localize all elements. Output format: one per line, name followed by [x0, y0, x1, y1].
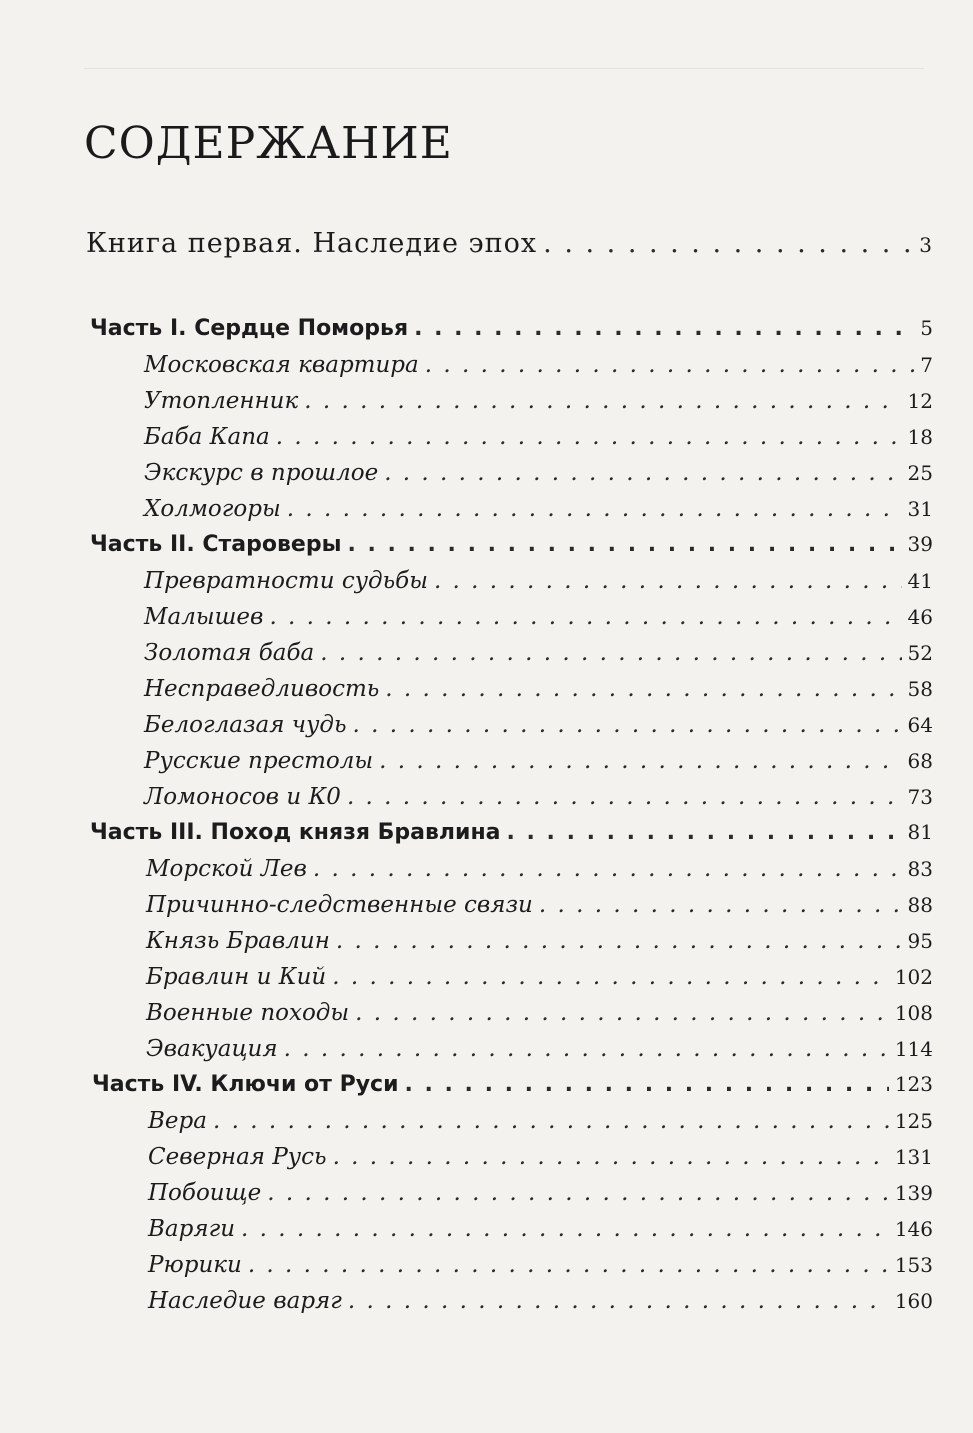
toc-chapter-entry — [148, 1144, 933, 1180]
toc-chapter-entry — [144, 640, 933, 676]
toc-chapter-entry-title: Эвакуация — [146, 1036, 278, 1062]
toc-chapter-entry-page: 52 — [907, 641, 933, 665]
toc-chapter-entry-page: 25 — [907, 461, 933, 485]
toc-chapter-entry-page: 108 — [894, 1001, 933, 1025]
toc-part-entry-title: Часть II. Староверы — [90, 532, 342, 557]
dot-leader — [320, 640, 901, 666]
toc-chapter-entry-title: Побоище — [148, 1180, 262, 1206]
toc-chapter-entry-title: Московская квартира — [144, 352, 419, 378]
toc-chapter-entry-title: Морской Лев — [146, 856, 307, 882]
dot-leader — [284, 1036, 889, 1062]
toc-chapter-entry — [148, 1252, 933, 1288]
toc-part-entry — [90, 316, 933, 352]
toc-chapter-entry-title: Князь Бравлин — [146, 928, 330, 954]
toc-chapter-entry — [144, 568, 933, 604]
toc-chapter-entry-title: Холмогоры — [144, 496, 281, 522]
toc-chapter-entry-title: Вера — [148, 1108, 207, 1134]
toc-chapter-entry-title: Причинно-следственные связи — [146, 892, 533, 918]
dot-leader — [434, 568, 902, 594]
toc-chapter-entry-page: 88 — [907, 893, 933, 917]
toc-chapter-entry — [144, 460, 933, 496]
toc-chapter-entry-page: 139 — [894, 1181, 933, 1205]
toc-part-entry-page: 39 — [907, 532, 933, 556]
dot-leader — [304, 388, 901, 414]
dot-leader — [313, 856, 902, 882]
toc-part-entry — [90, 532, 933, 568]
dot-leader — [241, 1216, 889, 1242]
toc-chapter-entry — [144, 352, 933, 388]
dot-leader — [287, 496, 902, 522]
toc-part-entry-page: 123 — [894, 1072, 933, 1096]
toc-chapter-entry-title: Русские престолы — [144, 748, 374, 774]
dot-leader — [336, 928, 902, 954]
dot-leader — [543, 228, 913, 259]
dot-leader — [414, 316, 914, 341]
toc-chapter-entry-title: Малышев — [144, 604, 264, 630]
dot-leader — [539, 892, 902, 918]
toc-chapter-entry-page: 64 — [907, 713, 933, 737]
dot-leader — [347, 532, 901, 557]
toc-chapter-entry-page: 18 — [907, 425, 933, 449]
dot-leader — [276, 424, 902, 450]
dot-leader — [353, 712, 902, 738]
toc-chapter-entry — [146, 892, 933, 928]
toc-part-entry-title: Часть III. Поход князя Бравлина — [90, 820, 501, 845]
toc-chapter-entry — [144, 496, 933, 532]
dot-leader — [213, 1108, 889, 1134]
toc-chapter-entry-title: Баба Капа — [144, 424, 270, 450]
toc-chapter-entry-page: 95 — [907, 929, 933, 953]
toc-chapter-entry — [144, 712, 933, 748]
toc-chapter-entry — [144, 424, 933, 460]
dot-leader — [248, 1252, 889, 1278]
toc-book-page: 3 — [919, 233, 933, 257]
toc-chapter-entry — [144, 784, 933, 820]
toc-chapter-entry-title: Бравлин и Кий — [146, 964, 327, 990]
toc-chapter-entry — [146, 856, 933, 892]
dot-leader — [269, 604, 901, 630]
toc-chapter-entry — [148, 1180, 933, 1216]
toc-chapter-entry-title: Превратности судьбы — [144, 568, 428, 594]
toc-chapter-entry — [146, 964, 933, 1000]
toc-chapter-entry-page: 31 — [907, 497, 933, 521]
toc-chapter-entry — [144, 676, 933, 712]
toc-chapter-entry — [146, 1036, 933, 1072]
toc-chapter-entry-page: 102 — [894, 965, 933, 989]
dot-leader — [267, 1180, 889, 1206]
toc-chapter-entry-page: 146 — [894, 1217, 933, 1241]
toc-chapter-entry-page: 153 — [894, 1253, 933, 1277]
toc-chapter-entry-title: Утопленник — [144, 388, 299, 414]
toc-chapter-entry-page: 12 — [907, 389, 933, 413]
toc-chapter-entry-title: Наследие варяг — [148, 1288, 342, 1314]
page-title: СОДЕРЖАНИЕ — [84, 118, 453, 169]
dot-leader — [332, 964, 889, 990]
toc-part-entry-page: 5 — [920, 316, 933, 340]
toc-book-entry — [86, 228, 933, 264]
toc-chapter-entry-title: Военные походы — [146, 1000, 350, 1026]
dot-leader — [385, 676, 901, 702]
toc-chapter-entry — [144, 748, 933, 784]
running-head-rule — [84, 52, 924, 69]
toc-part-entry-title: Часть I. Сердце Поморья — [90, 316, 409, 341]
toc-chapter-entry-page: 7 — [920, 353, 933, 377]
toc-chapter-entry-page: 46 — [907, 605, 933, 629]
dot-leader — [333, 1144, 889, 1170]
toc-part-entry — [92, 1072, 933, 1108]
toc-chapter-entry — [146, 1000, 933, 1036]
toc-chapter-entry — [144, 388, 933, 424]
toc-chapter-entry-page: 125 — [894, 1109, 933, 1133]
toc-part-entry — [90, 820, 933, 856]
toc-part-entry-page: 81 — [907, 820, 933, 844]
dot-leader — [355, 1000, 889, 1026]
toc-chapter-entry-page: 160 — [894, 1289, 933, 1313]
dot-leader — [347, 784, 902, 810]
toc-chapter-entry-title: Северная Русь — [148, 1144, 327, 1170]
toc-chapter-entry-title: Золотая баба — [144, 640, 315, 666]
toc-chapter-entry-page: 73 — [907, 785, 933, 809]
toc-chapter-entry — [148, 1108, 933, 1144]
toc-chapter-entry — [148, 1288, 933, 1324]
toc-chapter-entry-page: 41 — [907, 569, 933, 593]
toc-chapter-entry-title: Несправедливость — [144, 676, 380, 702]
toc-book-title: Книга первая. Наследие эпох — [86, 228, 538, 259]
toc-chapter-entry-title: Белоглазая чудь — [144, 712, 347, 738]
dot-leader — [425, 352, 915, 378]
toc-chapter-entry-page: 114 — [894, 1037, 933, 1061]
toc-part-entry-title: Часть IV. Ключи от Руси — [92, 1072, 399, 1097]
dot-leader — [405, 1072, 889, 1097]
toc-chapter-entry-title: Экскурс в прошлое — [144, 460, 379, 486]
dot-leader — [348, 1288, 889, 1314]
toc-chapter-entry-page: 68 — [907, 749, 933, 773]
toc-chapter-entry — [144, 604, 933, 640]
toc-chapter-entry-title: Варяги — [148, 1216, 236, 1242]
dot-leader — [507, 820, 902, 845]
toc-chapter-entry — [146, 928, 933, 964]
toc-chapter-entry-title: Рюрики — [148, 1252, 242, 1278]
dot-leader — [384, 460, 901, 486]
toc-chapter-entry-page: 83 — [907, 857, 933, 881]
toc-chapter-entry-title: Ломоносов и К0 — [144, 784, 341, 810]
dot-leader — [379, 748, 901, 774]
toc-chapter-entry-page: 58 — [907, 677, 933, 701]
toc-chapter-entry — [148, 1216, 933, 1252]
toc-chapter-entry-page: 131 — [894, 1145, 933, 1169]
